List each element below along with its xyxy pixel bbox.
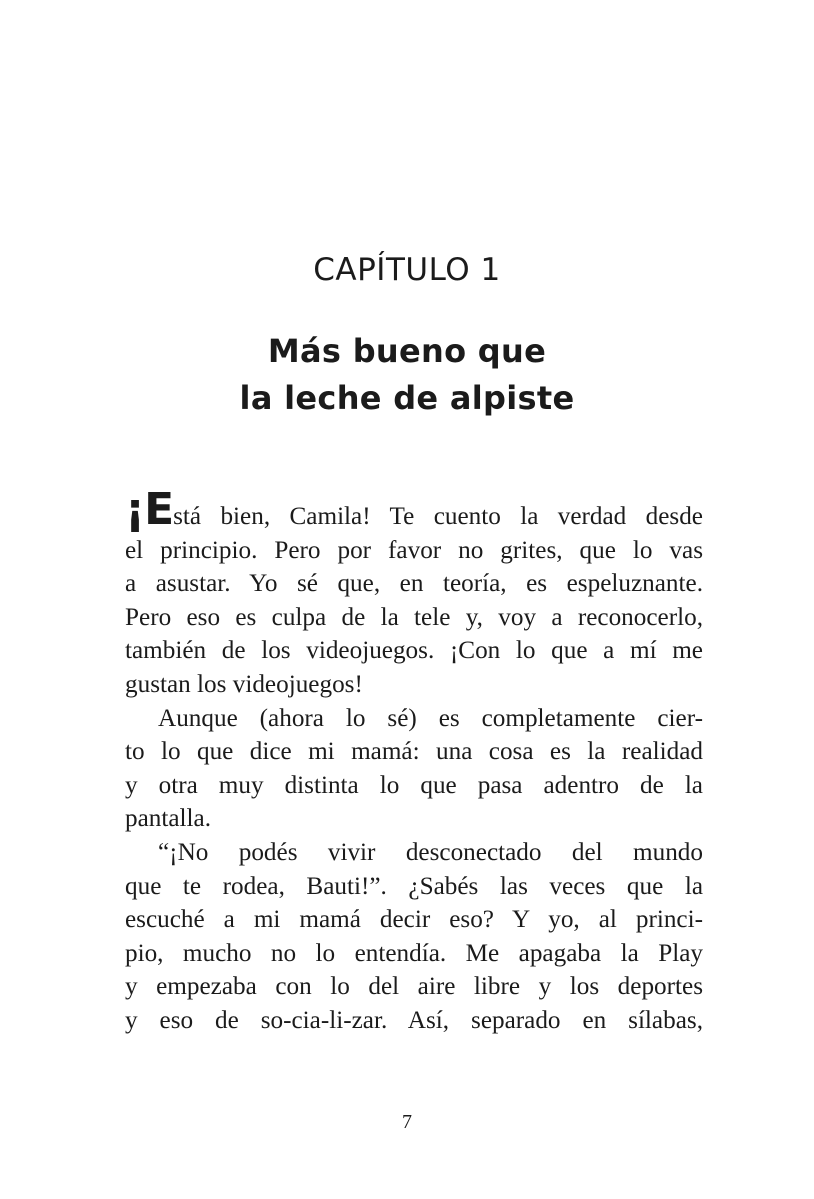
text-line: y eso de so-cia-li-zar. Así, separado en sílabas, xyxy=(125,1006,703,1034)
text-line: y otra muy distinta lo que pasa adentro de la xyxy=(125,771,703,799)
text-line: pantalla. xyxy=(125,805,212,833)
text-line: “¡No podés vivir desconectado del mundo xyxy=(158,838,703,866)
text-line-content: stá bien, Camila! Te cuento la verdad desde xyxy=(173,503,703,530)
text-line: también de los videojuegos. ¡Con lo que a mí me xyxy=(125,637,703,665)
text-line: Aunque (ahora lo sé) es completamente cier- xyxy=(158,704,703,732)
drop-cap: ¡E xyxy=(125,484,174,535)
paragraph-2 xyxy=(125,702,703,836)
text-line: que te rodea, Bauti!”. ¿Sabés las veces que la xyxy=(125,872,703,900)
text-line xyxy=(125,484,703,535)
page-number: 7 xyxy=(402,1111,412,1133)
text-line: gustan los videojuegos! xyxy=(125,670,363,698)
text-line: pio, mucho no lo entendía. Me apagaba la Play xyxy=(125,939,703,967)
text-line: escuché a mi mamá decir eso? Y yo, al princi- xyxy=(125,906,703,934)
text-line: el principio. Pero por favor no grites, que lo vas xyxy=(125,536,703,564)
paragraph-3 xyxy=(125,836,703,1038)
chapter-title-line-1: Más bueno que xyxy=(267,332,547,370)
text-line: to lo que dice mi mamá: una cosa es la realidad xyxy=(125,738,703,766)
chapter-title xyxy=(0,328,814,422)
text-line: a asustar. Yo sé que, en teoría, es espeluznante. xyxy=(125,570,703,598)
chapter-label: CAPÍTULO 1 xyxy=(313,252,501,288)
text-line: Pero eso es culpa de la tele y, voy a reconocerlo, xyxy=(125,603,703,631)
chapter-title-line-2: la leche de alpiste xyxy=(239,379,575,417)
paragraph-1 xyxy=(125,484,703,702)
chapter-body xyxy=(125,484,703,1038)
text-line: y empezaba con lo del aire libre y los deportes xyxy=(125,973,703,1001)
